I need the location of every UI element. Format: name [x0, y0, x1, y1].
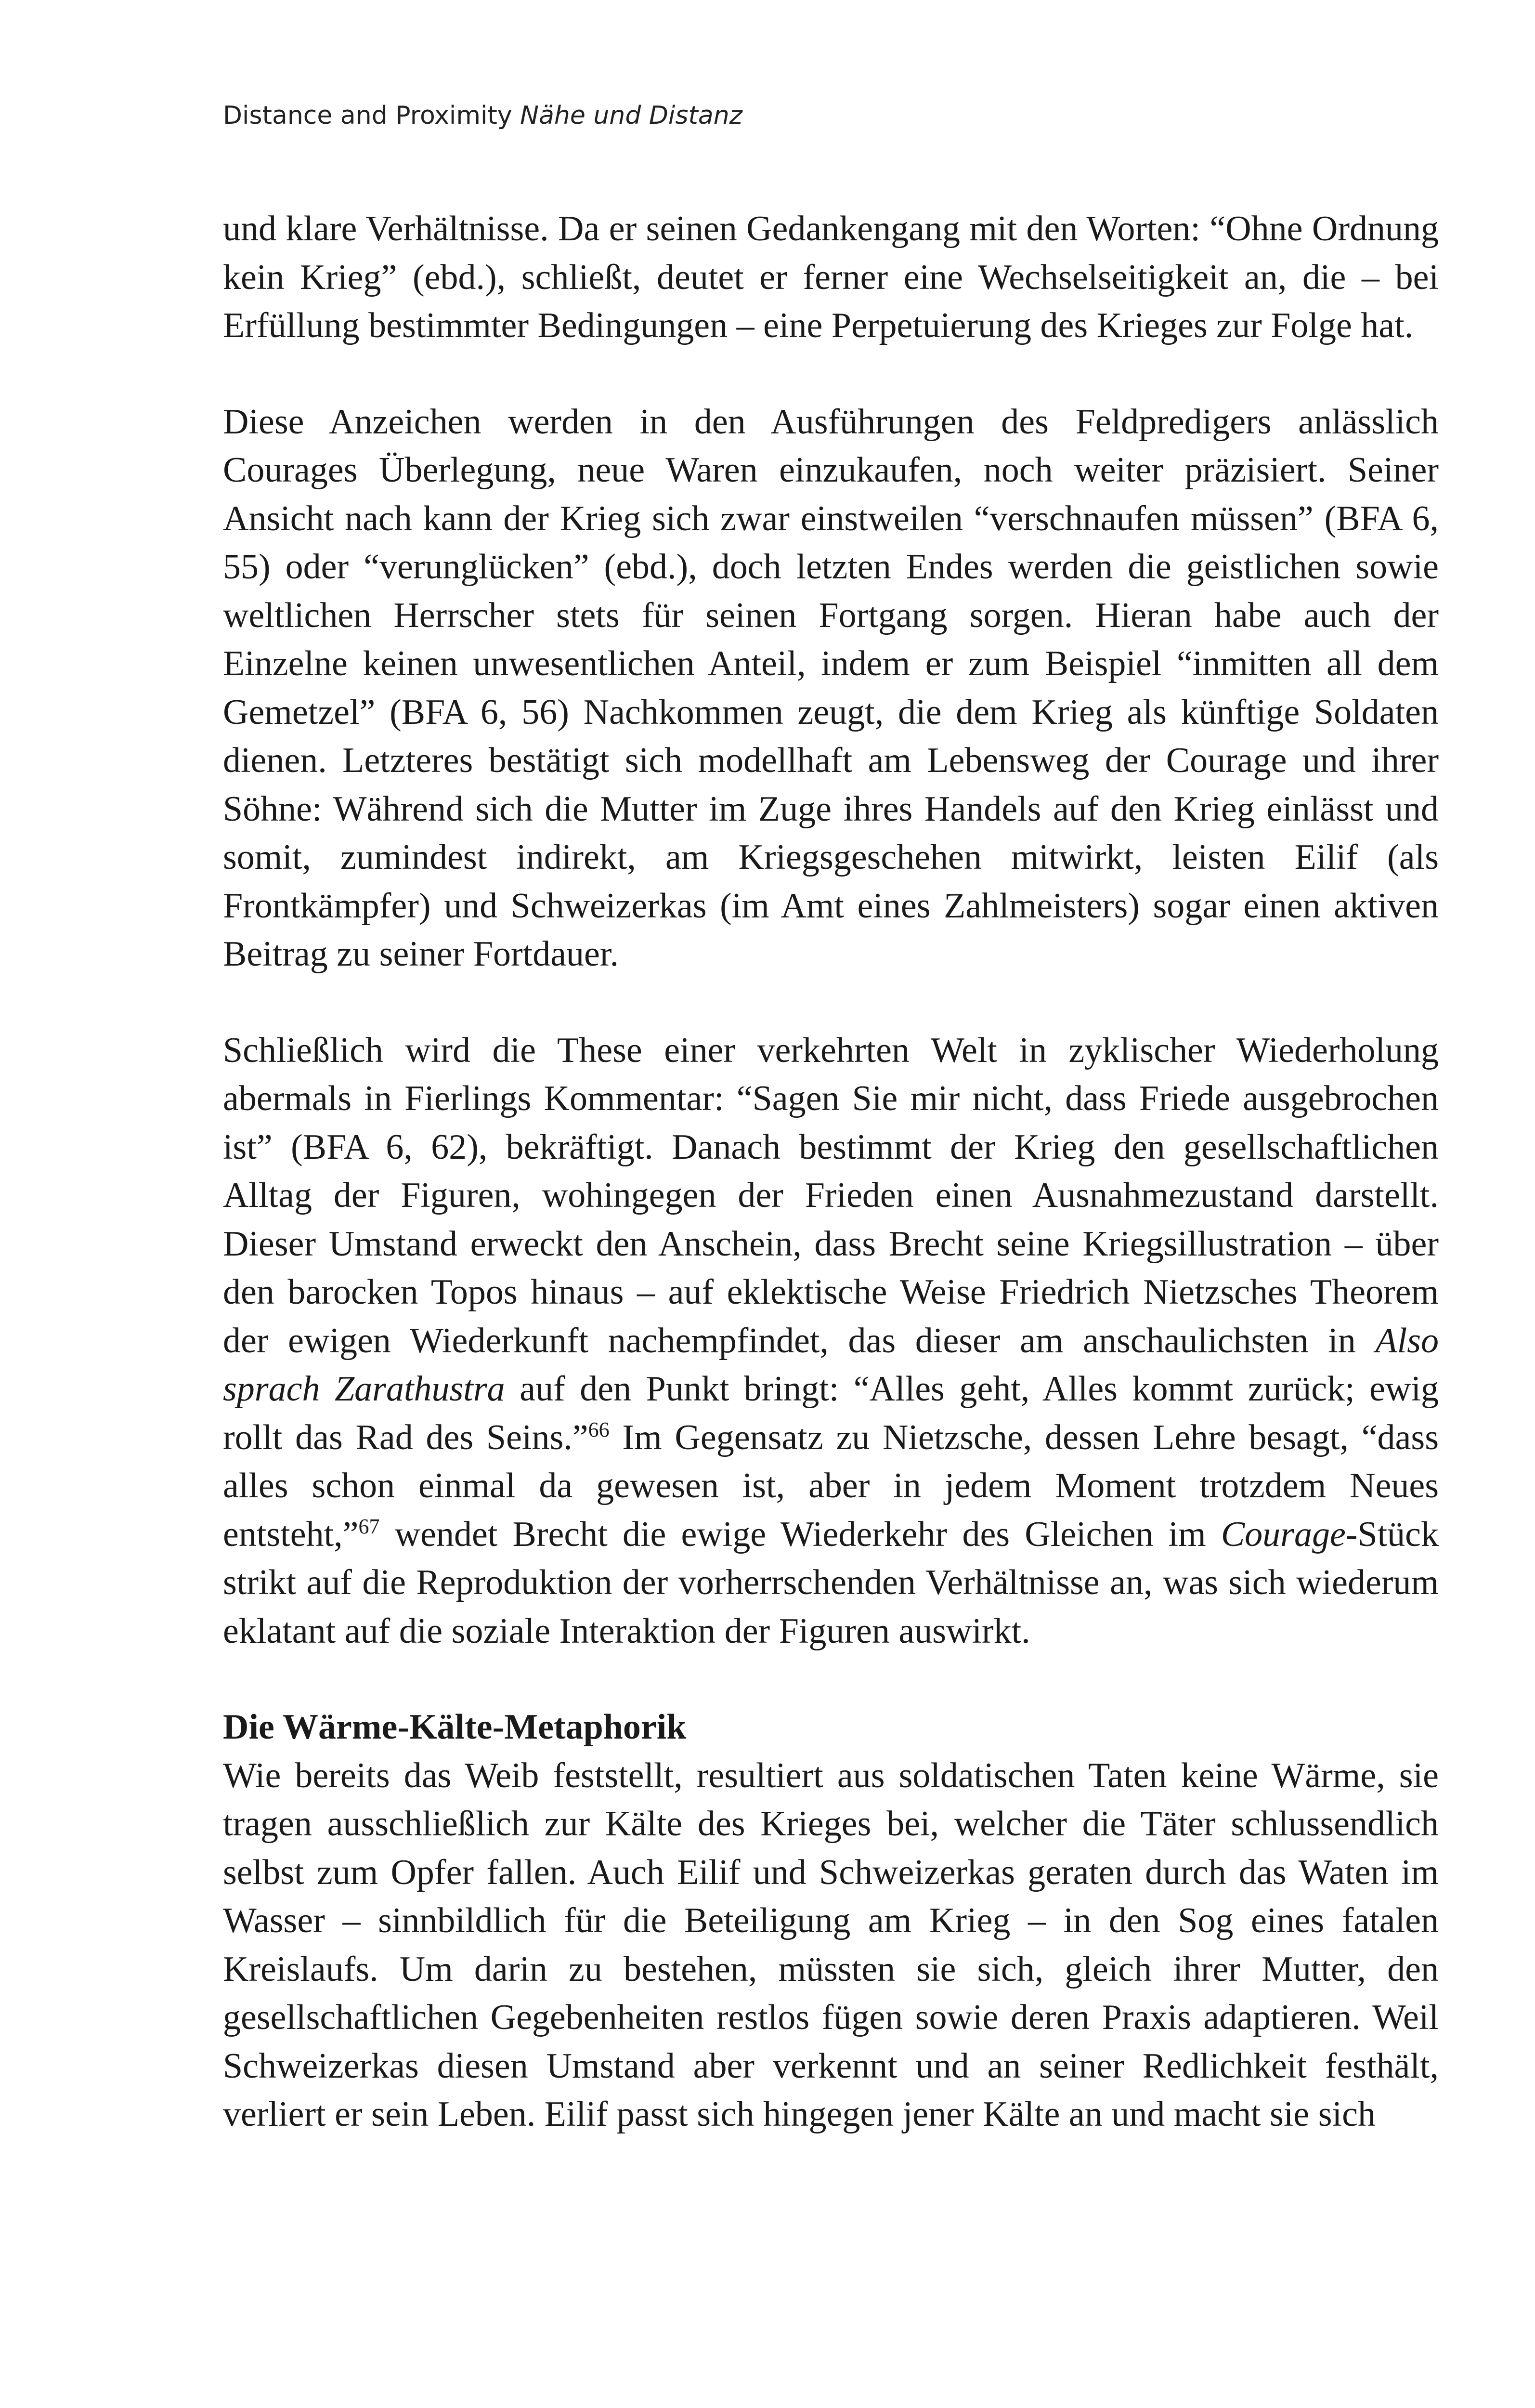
paragraph-3-text-a: Schließlich wird die These einer verkehrten Welt in zyklischer Wiederholung abermals in Fierlings Kommentar: “Sagen Sie mir nicht, dass Friede ausgebrochen ist” (BFA 6, 62), bekräftigt. Danach bestimmt der Krieg den gesellschaftlichen Alltag der Figuren, wohingegen der Frieden einen Ausnahmezustand darstellt. Dieser Umstand erweckt den Anschein, dass Brecht seine Kriegsillustration – über den barocken Topos hinaus – auf eklektische Weise Friedrich Nietzsches Theorem der ewigen Wiederkunft nachempfindet, das dieser am anschaulichsten in [223, 1030, 1439, 1361]
paragraph-3-text-e: -Stück strikt auf die Reproduktion der vorherrschenden Verhältnisse an, was sich wiederum eklatant auf die soziale Interaktion der Figuren auswirkt. [223, 1514, 1439, 1651]
section-heading: Die Wärme-Kälte-Metaphorik [223, 1707, 687, 1747]
paragraph-3 [223, 1026, 1439, 1656]
header-title-en: Distance and Proximity [223, 101, 512, 130]
footnote-ref-67: 67 [358, 1514, 380, 1538]
paragraph-3-text-d: wendet Brecht die ewige Wiederkehr des Gleichen im [394, 1514, 1206, 1554]
book-title-zarathustra: Also sprach Zarathustra [223, 1321, 1439, 1409]
play-title-courage: Courage [1221, 1514, 1346, 1554]
paragraph-3-text-b: auf den Punkt bringt: “Alles geht, Alles kommt zurück; ewig rollt das Rad des Seins.” [223, 1369, 1439, 1457]
paragraph-4: Wie bereits das Weib feststellt, resultiert aus soldatischen Taten keine Wärme, sie tragen ausschließlich zur Kälte des Krieges bei, welcher die Täter schlussendlich selbst zum Opfer fallen. Auch Eilif und Schweizerkas geraten durch das Waten im Wasser – sinnbildlich für die Beteiligung am Krieg – in den Sog eines fatalen Kreislaufs. Um darin zu bestehen, müssten sie sich, gleich ihrer Mutter, den gesellschaftlichen Gegebenheiten restlos fügen sowie deren Praxis adaptieren. Weil Schweizerkas diesen Umstand aber verkennt und an seiner Redlichkeit festhält, verliert er sein Leben. Eilif passt sich hingegen jener Kälte an und macht sie sich [223, 1755, 1439, 2134]
main-text [223, 205, 1439, 2139]
footnote-ref-66: 66 [588, 1417, 610, 1441]
paragraph-3-text-c: Im Gegensatz zu Nietzsche, dessen Lehre besagt, “dass alles schon einmal da gewesen ist, aber in jedem Moment trotzdem Neues entsteht,” [223, 1417, 1439, 1554]
header-title-de: Nähe und Distanz [520, 101, 742, 130]
paragraph-2: Diese Anzeichen werden in den Ausführungen des Feldpredigers anlässlich Courages Überlegung, neue Waren einzukaufen, noch weiter präzisiert. Seiner Ansicht nach kann der Krieg sich zwar einstweilen “verschnaufen müssen” (BFA 6, 55) oder “verunglücken” (ebd.), doch letzten Endes werden die geistlichen sowie weltlichen Herrscher stets für seinen Fortgang sorgen. Hieran habe auch der Einzelne keinen unwesentlichen Anteil, indem er zum Beispiel “inmitten all dem Gemetzel” (BFA 6, 56) Nachkommen zeugt, die dem Krieg als künftige Soldaten dienen. Letzteres bestätigt sich modellhaft am Lebensweg der Courage und ihrer Söhne: Während sich die Mutter im Zuge ihres Handels auf den Krieg einlässt und somit, zumindest indirekt, am Kriegsgeschehen mitwirkt, leisten Eilif (als Frontkämpfer) und Schweizerkas (im Amt eines Zahlmeisters) sogar einen aktiven Beitrag zu seiner Fortdauer. [223, 402, 1439, 974]
paragraph-1: und klare Verhältnisse. Da er seinen Gedankengang mit den Worten: “Ohne Ordnung kein Krieg” (ebd.), schließt, deutet er ferner eine Wechselseitigkeit an, die – bei Erfüllung bestimmter Bedingungen – eine Perpetuierung des Krieges zur Folge hat. [223, 209, 1439, 345]
running-header [223, 99, 742, 132]
